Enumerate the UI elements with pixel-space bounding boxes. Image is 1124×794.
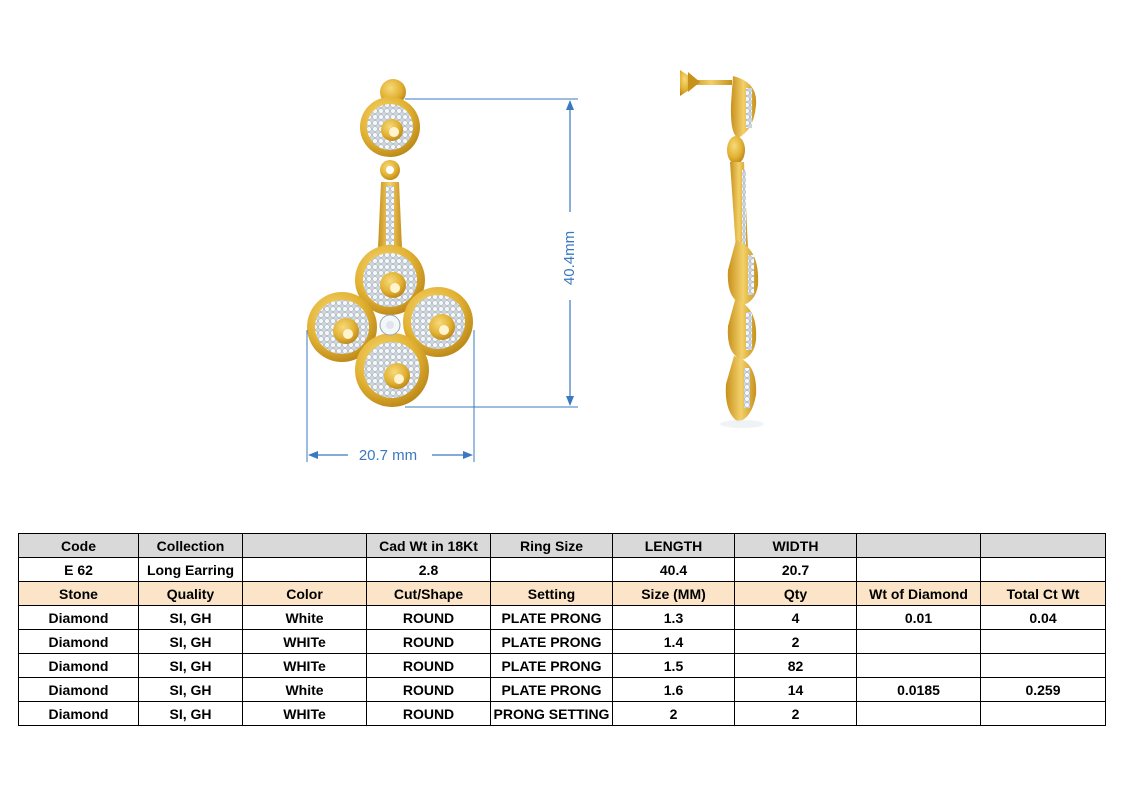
table-cell: 82 <box>735 654 857 678</box>
header-cell <box>981 534 1106 558</box>
header-cell: WIDTH <box>735 534 857 558</box>
table-cell: 2 <box>613 702 735 726</box>
header-cell: Color <box>243 582 367 606</box>
table-cell: 1.5 <box>613 654 735 678</box>
table-row <box>19 702 1106 726</box>
width-label: 20.7 mm <box>358 447 418 464</box>
header-cell: Setting <box>491 582 613 606</box>
table-row <box>19 606 1106 630</box>
table-cell: 0.0185 <box>857 678 981 702</box>
table-cell: White <box>243 606 367 630</box>
table-cell: ROUND <box>367 606 491 630</box>
table-cell: Diamond <box>19 606 139 630</box>
table-row <box>19 678 1106 702</box>
header-cell: Code <box>19 534 139 558</box>
table-cell: WHITe <box>243 654 367 678</box>
table-cell: 1.3 <box>613 606 735 630</box>
table-cell: 4 <box>735 606 857 630</box>
table-cell <box>981 558 1106 582</box>
header-cell: Stone <box>19 582 139 606</box>
table-cell: WHITe <box>243 630 367 654</box>
table-cell: SI, GH <box>139 654 243 678</box>
header-cell <box>857 534 981 558</box>
table-cell: 40.4 <box>613 558 735 582</box>
header-row-product <box>19 534 1106 558</box>
specification-table <box>18 533 1106 726</box>
table-cell <box>857 702 981 726</box>
table-cell: PLATE PRONG <box>491 678 613 702</box>
table-cell: Diamond <box>19 702 139 726</box>
table-cell: ROUND <box>367 702 491 726</box>
table-cell <box>857 630 981 654</box>
table-cell <box>857 558 981 582</box>
table-cell: ROUND <box>367 654 491 678</box>
table-cell: 0.01 <box>857 606 981 630</box>
header-cell: Collection <box>139 534 243 558</box>
table-cell: SI, GH <box>139 630 243 654</box>
table-cell <box>981 702 1106 726</box>
table-cell: 14 <box>735 678 857 702</box>
table-cell <box>857 654 981 678</box>
table-cell: Long Earring <box>139 558 243 582</box>
header-cell: LENGTH <box>613 534 735 558</box>
header-cell: Total Ct Wt <box>981 582 1106 606</box>
table-cell: 1.6 <box>613 678 735 702</box>
table-row <box>19 654 1106 678</box>
table-cell: SI, GH <box>139 606 243 630</box>
table-cell <box>981 630 1106 654</box>
header-cell: Wt of Diamond <box>857 582 981 606</box>
table-cell: SI, GH <box>139 702 243 726</box>
table-cell: PLATE PRONG <box>491 654 613 678</box>
header-cell: Qty <box>735 582 857 606</box>
header-cell: Cad Wt in 18Kt <box>367 534 491 558</box>
table-cell: 0.04 <box>981 606 1106 630</box>
table-cell: Diamond <box>19 654 139 678</box>
table-cell: Diamond <box>19 678 139 702</box>
table-cell: 1.4 <box>613 630 735 654</box>
table-cell: ROUND <box>367 678 491 702</box>
table-cell: SI, GH <box>139 678 243 702</box>
table-cell: 0.259 <box>981 678 1106 702</box>
table-cell: PRONG SETTING <box>491 702 613 726</box>
header-cell <box>243 534 367 558</box>
table-cell: 2 <box>735 630 857 654</box>
table-cell: ROUND <box>367 630 491 654</box>
table-cell: PLATE PRONG <box>491 606 613 630</box>
header-cell: Quality <box>139 582 243 606</box>
table-cell <box>491 558 613 582</box>
header-row-stones <box>19 582 1106 606</box>
earring-front-view <box>307 79 473 407</box>
height-label: 40.4mm <box>560 230 578 286</box>
table-cell: 2 <box>735 702 857 726</box>
table-cell <box>981 654 1106 678</box>
table-cell: Diamond <box>19 630 139 654</box>
table-row <box>19 630 1106 654</box>
table-cell: 2.8 <box>367 558 491 582</box>
table-cell <box>243 558 367 582</box>
earring-side-view <box>680 70 764 428</box>
header-cell: Cut/Shape <box>367 582 491 606</box>
header-cell: Ring Size <box>491 534 613 558</box>
table-cell: PLATE PRONG <box>491 630 613 654</box>
table-cell: E 62 <box>19 558 139 582</box>
table-cell: WHITe <box>243 702 367 726</box>
product-row <box>19 558 1106 582</box>
height-dimension <box>405 99 578 407</box>
header-cell: Size (MM) <box>613 582 735 606</box>
table-cell: 20.7 <box>735 558 857 582</box>
table-cell: White <box>243 678 367 702</box>
